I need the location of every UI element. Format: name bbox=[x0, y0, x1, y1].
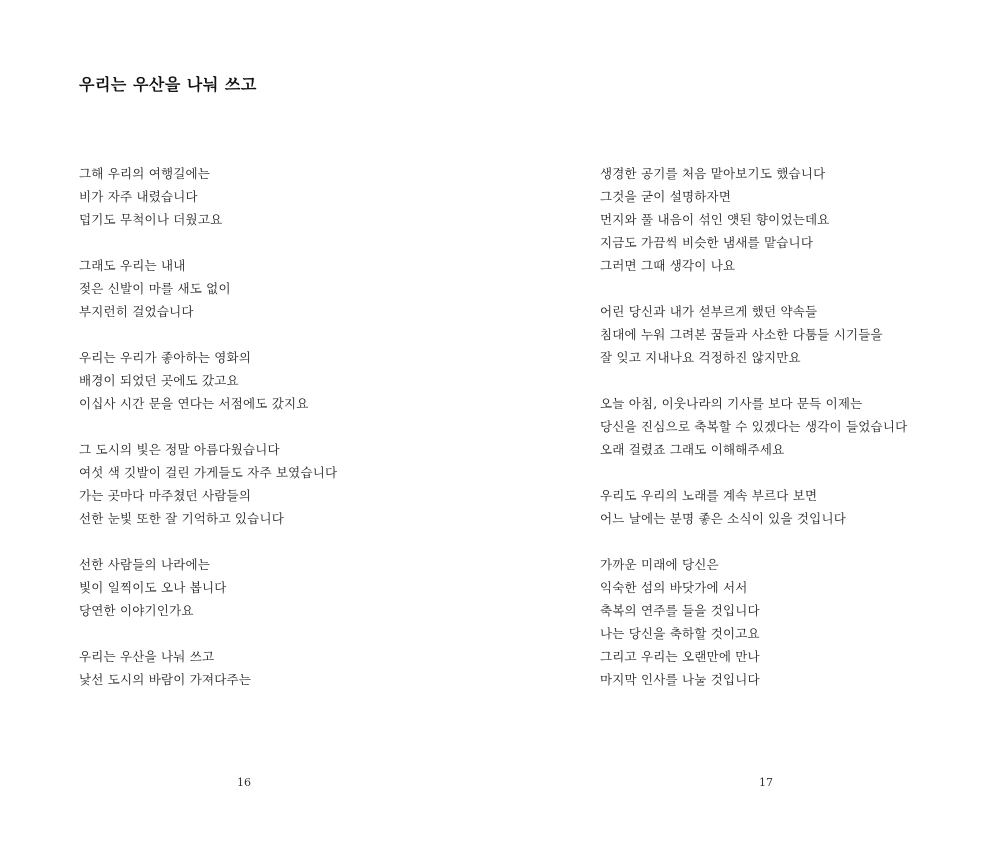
stanza bbox=[79, 645, 499, 691]
right-poem-body bbox=[600, 162, 1000, 714]
poem-line: 오늘 아침, 이웃나라의 기사를 보다 문득 이제는 bbox=[600, 396, 863, 411]
poem-line: 잘 잊고 지내나요 걱정하진 않지만요 bbox=[600, 350, 801, 365]
stanza bbox=[79, 254, 499, 323]
poem-line: 그러면 그때 생각이 나요 bbox=[600, 258, 736, 273]
poem-line: 그것을 굳이 설명하자면 bbox=[600, 189, 732, 204]
poem-line: 낯선 도시의 바람이 가져다주는 bbox=[79, 672, 252, 687]
poem-line: 오래 걸렸죠 그래도 이해해주세요 bbox=[600, 442, 785, 457]
poem-line: 마지막 인사를 나눌 것입니다 bbox=[600, 672, 760, 687]
poem-line: 젖은 신발이 마를 새도 없이 bbox=[79, 281, 231, 296]
page-number: 17 bbox=[759, 776, 773, 789]
poem-line: 덥기도 무척이나 더웠고요 bbox=[79, 212, 223, 227]
poem-line: 어린 당신과 내가 섣부르게 했던 약속들 bbox=[600, 304, 818, 319]
poem-line: 지금도 가끔씩 비슷한 냄새를 맡습니다 bbox=[600, 235, 814, 250]
poem-line: 그해 우리의 여행길에는 bbox=[79, 166, 211, 181]
poem-line: 선한 눈빛 또한 잘 기억하고 있습니다 bbox=[79, 511, 284, 526]
stanza bbox=[600, 553, 1000, 691]
page-number: 16 bbox=[237, 776, 251, 789]
stanza bbox=[79, 346, 499, 415]
stanza bbox=[600, 484, 1000, 530]
poem-line: 익숙한 섬의 바닷가에 서서 bbox=[600, 580, 748, 595]
poem-line: 축복의 연주를 들을 것입니다 bbox=[600, 603, 760, 618]
stanza bbox=[79, 438, 499, 530]
poem-line: 이십사 시간 문을 연다는 서점에도 갔지요 bbox=[79, 396, 309, 411]
poem-line: 당연한 이야기인가요 bbox=[79, 603, 194, 618]
poem-line: 우리도 우리의 노래를 계속 부르다 보면 bbox=[600, 488, 818, 503]
poem-line: 그 도시의 빛은 정말 아름다웠습니다 bbox=[79, 442, 280, 457]
poem-line: 먼지와 풀 내음이 섞인 얫된 향이었는데요 bbox=[600, 212, 830, 227]
stanza bbox=[600, 392, 1000, 461]
stanza bbox=[600, 162, 1000, 277]
stanza bbox=[79, 162, 499, 231]
poem-line: 생경한 공기를 처음 맡아보기도 했습니다 bbox=[600, 166, 826, 181]
poem-line: 가까운 미래에 당신은 bbox=[600, 557, 719, 572]
poem-line: 여섯 색 깃발이 걸린 가게들도 자주 보였습니다 bbox=[79, 465, 338, 480]
poem-line: 비가 자주 내렸습니다 bbox=[79, 189, 198, 204]
left-poem-body bbox=[79, 162, 499, 714]
poem-line: 우리는 우리가 좋아하는 영화의 bbox=[79, 350, 252, 365]
poem-line: 어느 날에는 분명 좋은 소식이 있을 것입니다 bbox=[600, 511, 846, 526]
right-page bbox=[500, 0, 1000, 861]
poem-line: 우리는 우산을 나눠 쓰고 bbox=[79, 649, 215, 664]
stanza bbox=[600, 300, 1000, 369]
poem-line: 빛이 일찍이도 오나 봅니다 bbox=[79, 580, 227, 595]
poem-line: 나는 당신을 축하할 것이고요 bbox=[600, 626, 760, 641]
stanza bbox=[79, 553, 499, 622]
poem-line: 부지런히 걸었습니다 bbox=[79, 304, 194, 319]
poem-line: 침대에 누워 그려본 꿈들과 사소한 다툼들 시기들을 bbox=[600, 327, 883, 342]
poem-title: 우리는 우산을 나눠 쓰고 bbox=[79, 75, 257, 94]
poem-line: 배경이 되었던 곳에도 갔고요 bbox=[79, 373, 239, 388]
poem-line: 가는 곳마다 마주쳤던 사람들의 bbox=[79, 488, 252, 503]
poem-line: 그래도 우리는 내내 bbox=[79, 258, 186, 273]
poem-line: 선한 사람들의 나라에는 bbox=[79, 557, 211, 572]
poem-line: 당신을 진심으로 축복할 수 있겠다는 생각이 들었습니다 bbox=[600, 419, 908, 434]
poem-line: 그리고 우리는 오랜만에 만나 bbox=[600, 649, 760, 664]
